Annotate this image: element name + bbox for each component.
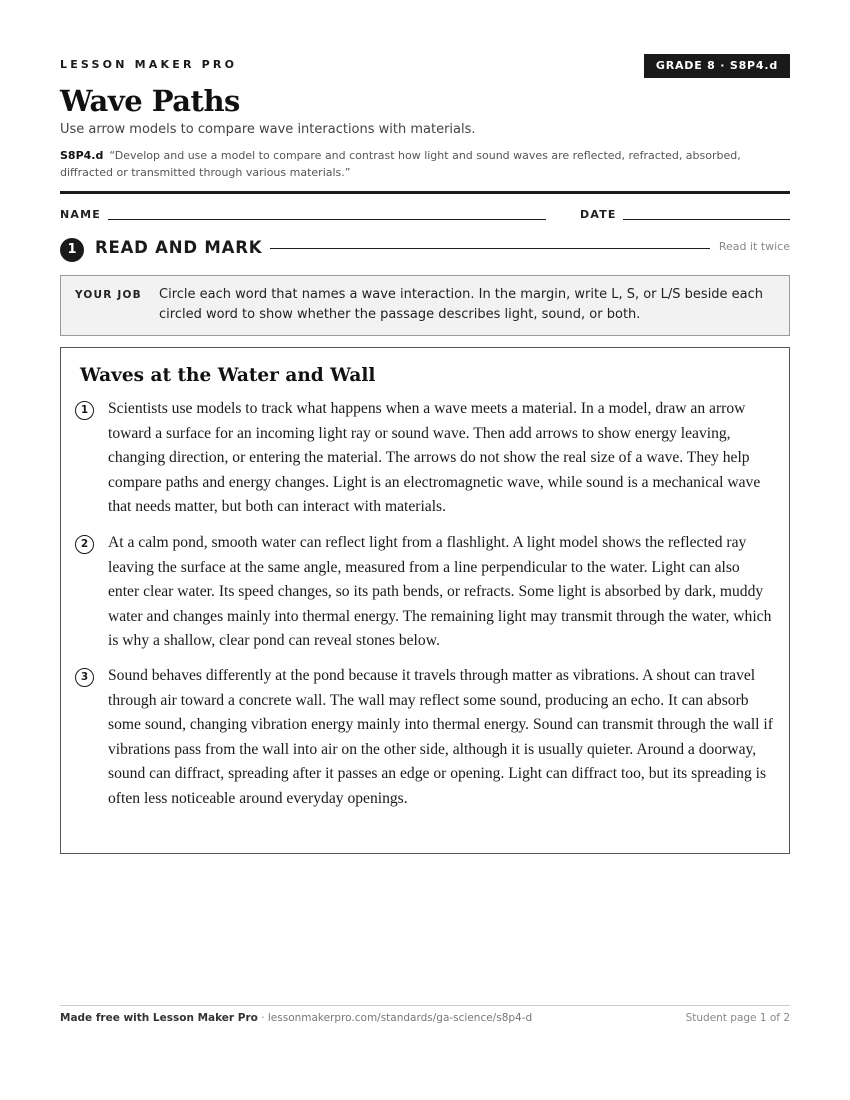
page-indicator: Student page 1 of 2 (685, 1012, 790, 1024)
section-header (60, 236, 790, 262)
instructions-text: Circle each word that names a wave interaction. In the margin, write L, S, or L/S beside each circled word to show whether the passage describes light, sound, or both. (159, 287, 764, 322)
date-label: DATE (580, 208, 617, 221)
footer-url[interactable]: lessonmakerpro.com/standards/ga-science/s8p4-d (267, 1012, 533, 1024)
passage-paragraph: Scientists use models to track what happens when a wave meets a material. In a model, draw an arrow toward a surface for an incoming light ray or sound wave. Then add arrows to show energy leaving, changing direction, or entering the material. The arrows do not show the real size of a wave. They help compare paths and energy changes. Light is an electromagnetic wave, while sound is a mechanical wave that needs matter, but both can interact with materials. (108, 400, 761, 515)
footer-separator: · (257, 1012, 268, 1024)
paragraph-number: 2 (75, 535, 94, 554)
student-fields (60, 207, 790, 223)
passage-paragraph: Sound behaves differently at the pond because it travels through matter as vibrations. A shout can travel through air toward a concrete wall. The wall may reflect some sound, producing an echo. It can absorb some sound, changing vibration energy mainly into thermal energy. Sound can transmit through the wall if vibrations pass from the wall into air on the other side, although it is usually quieter. Around a doorway, sound can diffract, spreading after it passes an edge or opening. Light can diffract too, but its spreading is often less noticeable around everyday openings. (108, 667, 773, 807)
section-title: READ AND MARK (95, 238, 263, 257)
passage-title: Waves at the Water and Wall (80, 365, 376, 386)
grade-badge: GRADE 8 · S8P4.d (644, 54, 790, 78)
footer-made-with: Made free with Lesson Maker Pro (60, 1012, 258, 1024)
reading-passage (60, 347, 790, 854)
header-divider (60, 191, 790, 194)
brand-row (60, 54, 790, 78)
passage-paragraph: At a calm pond, smooth water can reflect light from a flashlight. A light model shows the reflected ray leaving the surface at the same angle, measured from a line perpendicular to the water. Light can also enter clear water. Its speed changes, so its path bends, or refracts. Some light is absorbed by dark, muddy water and changes mainly into thermal energy. The remaining light may transmit through the water, which is why a shallow, clear pond can reveal stones below. (108, 534, 772, 649)
brand-name: LESSON MAKER PRO (60, 58, 238, 71)
name-field[interactable] (108, 219, 546, 220)
standard-code: S8P4.d (60, 149, 104, 162)
date-field[interactable] (623, 219, 790, 220)
section-number-badge: 1 (60, 238, 84, 262)
paragraph-number: 3 (75, 668, 94, 687)
footer-divider (60, 1005, 790, 1006)
instructions-label: YOUR JOB (75, 289, 142, 301)
page-title: Wave Paths (60, 84, 240, 118)
section-hint: Read it twice (718, 240, 790, 253)
footer-credit (60, 1012, 532, 1024)
name-label: NAME (60, 208, 101, 221)
page-subtitle: Use arrow models to compare wave interactions with materials. (60, 122, 476, 137)
standard-text: “Develop and use a model to compare and contrast how light and sound waves are reflected, refracted, absorbed, diffracted or transmitted through various materials.” (60, 149, 741, 179)
paragraph-number: 1 (75, 401, 94, 420)
standard-statement (60, 147, 790, 181)
section-divider (270, 248, 710, 249)
instructions-box (60, 275, 790, 336)
